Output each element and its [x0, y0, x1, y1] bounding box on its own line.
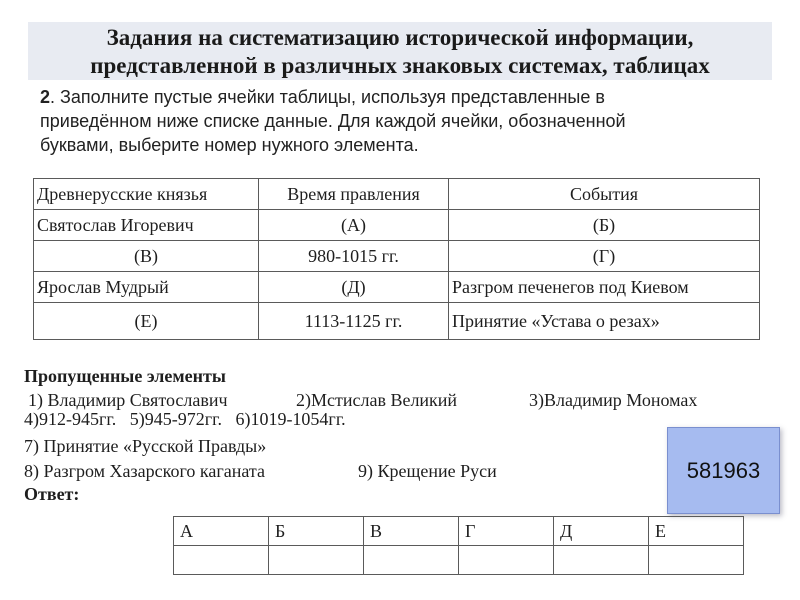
title-line-1: Задания на систематизацию исторической информации, [106, 25, 694, 50]
title-line-2: представленной в различных знаковых системах, таблицах [90, 53, 710, 78]
answer-input-row [174, 546, 744, 575]
answer-value: 581963 [686, 457, 761, 483]
answer-letter: Е [649, 517, 744, 546]
task-text-1: . Заполните пустые ячейки таблицы, используя представленные в [50, 87, 605, 107]
table-header-row [34, 179, 760, 210]
missing-item-8: 8) Разгром Хазарского каганата [24, 461, 265, 481]
cell-prince: Святослав Игоревич [34, 210, 259, 241]
task-instructions [40, 85, 760, 157]
princes-table [33, 178, 760, 340]
missing-line-1 [24, 390, 764, 411]
answer-letters-row [174, 517, 744, 546]
answer-grid [173, 516, 744, 575]
cell-event: (Г) [449, 241, 760, 272]
answer-cell[interactable] [364, 546, 459, 575]
page-title [28, 24, 772, 80]
answer-letter: А [174, 517, 269, 546]
task-line-1 [40, 85, 760, 109]
table-row [34, 241, 760, 272]
cell-reign: 980-1015 гг. [259, 241, 449, 272]
answer-letter: В [364, 517, 459, 546]
task-number: 2 [40, 87, 51, 107]
table-row [34, 272, 760, 303]
cell-event: Разгром печенегов под Киевом [449, 272, 760, 303]
cell-event: Принятие «Устава о резах» [449, 303, 760, 340]
missing-item-3: 3)Владимир Мономах [529, 390, 698, 410]
cell-event: (Б) [449, 210, 760, 241]
cell-reign: (Д) [259, 272, 449, 303]
answer-cell[interactable] [459, 546, 554, 575]
cell-prince: Ярослав Мудрый [34, 272, 259, 303]
cell-reign: 1113-1125 гг. [259, 303, 449, 340]
answer-cell[interactable] [269, 546, 364, 575]
task-line-2: приведённом ниже списке данные. Для каждой ячейки, обозначенной [40, 111, 626, 131]
answer-letter: Г [459, 517, 554, 546]
cell-prince: (В) [34, 241, 259, 272]
missing-line-2: 4)912-945гг. 5)945-972гг. 6)1019-1054гг. [24, 409, 346, 429]
task-line-3: буквами, выберите номер нужного элемента. [40, 135, 419, 155]
answer-letter: Д [554, 517, 649, 546]
table-row [34, 210, 760, 241]
answer-cell[interactable] [554, 546, 649, 575]
missing-item-1: 1) Владимир Святославич [28, 390, 228, 410]
cell-prince: (Е) [34, 303, 259, 340]
header-reign: Время правления [259, 179, 449, 210]
cell-reign: (А) [259, 210, 449, 241]
header-events: События [449, 179, 760, 210]
missing-line-4 [24, 461, 764, 482]
missing-elements [24, 366, 764, 505]
answer-label: Ответ: [24, 484, 80, 504]
missing-item-2: 2)Мстислав Великий [296, 390, 458, 410]
missing-item-9: 9) Крещение Руси [358, 461, 497, 481]
table-row [34, 303, 760, 340]
answer-letter: Б [269, 517, 364, 546]
answer-cell[interactable] [649, 546, 744, 575]
missing-line-3: 7) Принятие «Русской Правды» [24, 436, 267, 456]
header-princes: Древнерусские князья [34, 179, 259, 210]
missing-heading: Пропущенные элементы [24, 366, 226, 386]
answer-box [667, 427, 780, 514]
answer-cell[interactable] [174, 546, 269, 575]
